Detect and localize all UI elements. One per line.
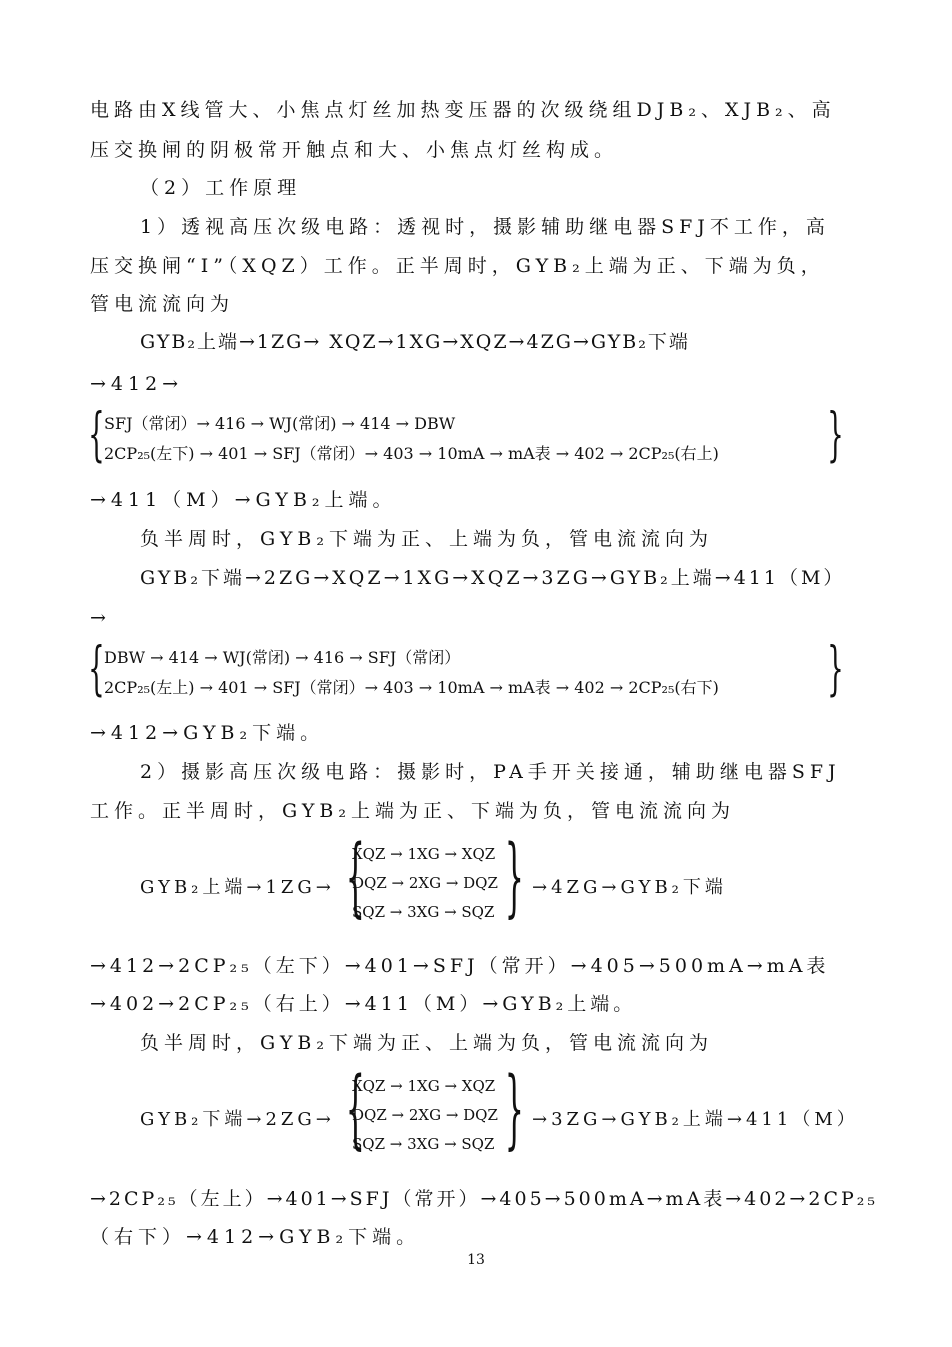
branch-row: SFJ（常闭）→ 416 → WJ(常闭) → 414 → DBW xyxy=(104,414,456,433)
current-path-formula: →2CP₂₅（左上）→401→SFJ（常开）→405→500mA→mA表→402→2CP₂₅ xyxy=(90,1188,878,1210)
current-path-formula: →411（M）→GYB₂上端。 xyxy=(90,489,397,511)
branch-group xyxy=(340,827,530,930)
right-brace: } xyxy=(505,827,525,927)
triple-branch-flow-a xyxy=(140,827,860,930)
current-path-formula: GYB₂下端→2ZG→XQZ→1XG→XQZ→3ZG→GYB₂上端→411（M） xyxy=(140,567,846,589)
page-number: 13 xyxy=(467,1252,485,1268)
current-path-formula: →412→ xyxy=(90,373,184,395)
paragraph-line: 负半周时，GYB₂下端为正、上端为负，管电流流向为 xyxy=(140,528,713,550)
flow-suffix: →4ZG→GYB₂下端 xyxy=(532,877,727,898)
current-path-formula: →412→GYB₂下端。 xyxy=(90,722,325,744)
flow-suffix: →3ZG→GYB₂上端→411（M） xyxy=(532,1109,859,1130)
current-path-formula: →402→2CP₂₅（右上）→411（M）→GYB₂上端。 xyxy=(90,993,637,1015)
paragraph-line: 管电流流向为 xyxy=(90,293,235,315)
left-brace: { xyxy=(88,634,105,702)
paragraph-line: 电路由X线管大、小焦点灯丝加热变压器的次级绕组DJB₂、XJB₂、高 xyxy=(90,99,836,121)
left-brace: { xyxy=(345,1059,365,1159)
flow-prefix: GYB₂下端→2ZG→ xyxy=(140,1109,335,1130)
current-path-formula: →412→2CP₂₅（左下）→401→SFJ（常开）→405→500mA→mA表 xyxy=(90,955,830,977)
current-path-formula: （右下）→412→GYB₂下端。 xyxy=(90,1226,421,1248)
branch-brace-2 xyxy=(86,634,846,704)
branch-row: DQZ → 2XG → DQZ xyxy=(352,874,498,892)
branch-row: XQZ → 1XG → XQZ xyxy=(352,1077,496,1095)
triple-branch-flow-b xyxy=(140,1059,860,1162)
flow-prefix: GYB₂上端→1ZG→ xyxy=(140,877,335,898)
left-brace: { xyxy=(345,827,365,927)
branch-row: DQZ → 2XG → DQZ xyxy=(352,1106,498,1124)
paragraph-line: 工作。正半周时，GYB₂上端为正、下端为负，管电流流向为 xyxy=(90,800,735,822)
paragraph-line: 2）摄影高压次级电路：摄影时，PA手开关接通，辅助继电器SFJ xyxy=(140,761,841,783)
right-brace: } xyxy=(827,634,844,702)
current-path-formula: GYB₂上端→1ZG→ XQZ→1XG→XQZ→4ZG→GYB₂下端 xyxy=(140,331,690,353)
left-brace: { xyxy=(88,400,105,468)
paragraph-line: 负半周时，GYB₂下端为正、上端为负，管电流流向为 xyxy=(140,1032,713,1054)
paragraph-line: 压交换闸的阴极常开触点和大、小焦点灯丝构成。 xyxy=(90,139,619,161)
branch-row: SQZ → 3XG → SQZ xyxy=(352,903,495,921)
branch-group xyxy=(340,1059,530,1162)
branch-row: DBW → 414 → WJ(常闭) → 416 → SFJ（常闭） xyxy=(104,648,461,667)
branch-row: XQZ → 1XG → XQZ xyxy=(352,845,496,863)
current-path-formula: → xyxy=(90,607,111,629)
branch-row: 2CP₂₅(左下) → 401 → SFJ（常闭）→ 403 → 10mA → mA表 → 402 → 2CP₂₅(右上) xyxy=(104,444,719,463)
right-brace: } xyxy=(505,1059,525,1159)
right-brace: } xyxy=(827,400,844,468)
paragraph-line: 1）透视高压次级电路：透视时，摄影辅助继电器SFJ不工作，高 xyxy=(140,216,830,238)
branch-row: SQZ → 3XG → SQZ xyxy=(352,1135,495,1153)
branch-brace-1 xyxy=(86,400,846,470)
branch-row: 2CP₂₅(左上) → 401 → SFJ（常闭）→ 403 → 10mA → mA表 → 402 → 2CP₂₅(右下) xyxy=(104,678,719,697)
paragraph-line: 压交换闸“Ⅰ”（XQZ）工作。正半周时，GYB₂上端为正、下端为负， xyxy=(90,255,825,277)
section-heading: （2）工作原理 xyxy=(140,177,302,199)
